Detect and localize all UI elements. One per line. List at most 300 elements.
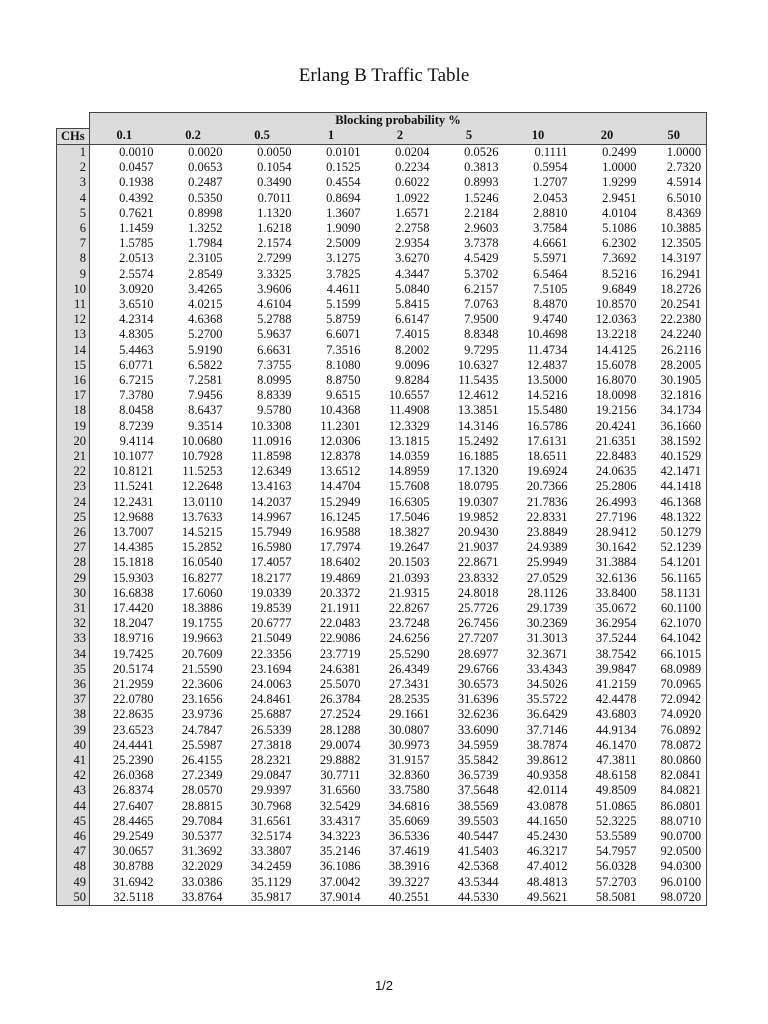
- traffic-value-cell: 24.8018: [457, 585, 499, 600]
- traffic-value-cell: 54.7957: [595, 844, 637, 859]
- traffic-value-cell: 26.4155: [181, 753, 223, 768]
- channel-count-cell: 20: [57, 434, 90, 449]
- traffic-value-cell: 3.7825: [326, 266, 361, 281]
- probability-header: 0.2: [159, 128, 228, 144]
- traffic-value-cell: 6.2302: [602, 236, 637, 251]
- traffic-value-cell: 29.1661: [388, 707, 430, 722]
- traffic-value-cell: 13.6512: [319, 464, 361, 479]
- traffic-value-cell: 19.0339: [250, 585, 292, 600]
- traffic-value-cell: 35.5842: [457, 753, 499, 768]
- traffic-value-cell: 14.5216: [526, 388, 568, 403]
- traffic-value-cell: 13.7633: [181, 509, 223, 524]
- traffic-value-cell: 36.1660: [642, 419, 707, 434]
- probability-header: 2: [366, 128, 435, 144]
- probability-header: 50: [642, 128, 707, 144]
- traffic-value-cell: 7.9456: [188, 388, 223, 403]
- traffic-value-cell: 38.7542: [595, 646, 637, 661]
- traffic-value-cell: 6.5822: [188, 357, 223, 372]
- traffic-value-cell: 23.9736: [181, 707, 223, 722]
- traffic-value-cell: 36.5336: [388, 829, 430, 844]
- traffic-value-cell: 8.8339: [257, 388, 292, 403]
- channel-count-cell: 21: [57, 449, 90, 464]
- traffic-value-cell: 43.5344: [457, 874, 499, 889]
- table-row: [57, 282, 707, 297]
- traffic-value-cell: 28.2005: [642, 358, 707, 373]
- probability-header: 10: [504, 128, 573, 144]
- traffic-value-cell: 30.0657: [112, 844, 154, 859]
- traffic-value-cell: 16.5786: [526, 418, 568, 433]
- traffic-value-cell: 24.8461: [250, 692, 292, 707]
- traffic-value-cell: 2.7320: [642, 160, 707, 175]
- traffic-value-cell: 4.3447: [395, 266, 430, 281]
- traffic-value-cell: 21.5590: [181, 661, 223, 676]
- traffic-value-cell: 58.5081: [573, 890, 642, 906]
- traffic-value-cell: 13.7007: [112, 524, 154, 539]
- traffic-value-cell: 0.0020: [188, 144, 223, 159]
- traffic-value-cell: 24.0635: [595, 464, 637, 479]
- traffic-value-cell: 14.0359: [388, 448, 430, 463]
- traffic-value-cell: 9.6515: [326, 388, 361, 403]
- channel-count-cell: 15: [57, 358, 90, 373]
- traffic-value-cell: 19.9852: [457, 509, 499, 524]
- traffic-value-cell: 20.1503: [388, 555, 430, 570]
- traffic-value-cell: 4.6104: [257, 296, 292, 311]
- table-row: [57, 692, 707, 707]
- traffic-value-cell: 0.3490: [257, 175, 292, 190]
- traffic-value-cell: 22.8635: [112, 707, 154, 722]
- traffic-value-cell: 4.2314: [119, 312, 154, 327]
- table-row: [57, 236, 707, 251]
- traffic-value-cell: 2.2184: [464, 205, 499, 220]
- traffic-value-cell: 32.8360: [388, 768, 430, 783]
- traffic-value-cell: 36.5739: [457, 768, 499, 783]
- traffic-value-cell: 66.1015: [642, 647, 707, 662]
- traffic-value-cell: 98.0720: [642, 890, 707, 906]
- traffic-value-cell: 3.7378: [464, 236, 499, 251]
- channel-count-cell: 50: [57, 890, 90, 906]
- traffic-value-cell: 31.3884: [595, 555, 637, 570]
- traffic-value-cell: 6.7215: [119, 372, 154, 387]
- traffic-value-cell: 57.2703: [595, 874, 637, 889]
- traffic-value-cell: 56.1165: [642, 571, 707, 586]
- traffic-value-cell: 10.4368: [319, 403, 361, 418]
- traffic-value-cell: 0.8694: [326, 190, 361, 205]
- traffic-value-cell: 5.5971: [533, 251, 568, 266]
- table-row: [57, 479, 707, 494]
- traffic-value-cell: 35.9817: [228, 890, 297, 906]
- traffic-value-cell: 0.2234: [395, 160, 430, 175]
- traffic-value-cell: 14.9967: [250, 509, 292, 524]
- table-row: [57, 814, 707, 829]
- traffic-value-cell: 88.0710: [642, 814, 707, 829]
- traffic-value-cell: 10.3308: [250, 418, 292, 433]
- traffic-value-cell: 34.3223: [319, 829, 361, 844]
- traffic-value-cell: 10.4698: [526, 327, 568, 342]
- traffic-value-cell: 15.6078: [595, 357, 637, 372]
- traffic-value-cell: 10.6327: [457, 357, 499, 372]
- traffic-value-cell: 33.8400: [595, 585, 637, 600]
- traffic-value-cell: 31.3692: [181, 844, 223, 859]
- traffic-value-cell: 35.1129: [251, 874, 292, 889]
- channel-count-cell: 16: [57, 373, 90, 388]
- channel-count-cell: 48: [57, 859, 90, 874]
- traffic-value-cell: 52.1239: [642, 540, 707, 555]
- traffic-value-cell: 25.5070: [319, 677, 361, 692]
- table-row: [57, 616, 707, 631]
- traffic-value-cell: 26.8374: [112, 783, 154, 798]
- traffic-value-cell: 8.7239: [119, 418, 154, 433]
- traffic-value-cell: 30.1642: [595, 540, 637, 555]
- traffic-value-cell: 24.9389: [526, 540, 568, 555]
- traffic-value-cell: 0.0010: [119, 144, 154, 159]
- traffic-value-cell: 16.2941: [642, 267, 707, 282]
- traffic-value-cell: 48.4813: [526, 874, 568, 889]
- traffic-value-cell: 31.9157: [388, 753, 430, 768]
- traffic-value-cell: 72.0942: [642, 692, 707, 707]
- traffic-value-cell: 2.5009: [326, 236, 361, 251]
- traffic-value-cell: 6.5464: [533, 266, 568, 281]
- traffic-value-cell: 37.4619: [388, 844, 430, 859]
- table-row: [57, 373, 707, 388]
- traffic-value-cell: 17.5046: [388, 509, 430, 524]
- table-row: [57, 586, 707, 601]
- traffic-value-cell: 18.0098: [595, 388, 637, 403]
- table-row: [57, 783, 707, 798]
- table-row: [57, 297, 707, 312]
- traffic-value-cell: 4.6661: [533, 236, 568, 251]
- traffic-value-cell: 13.3851: [457, 403, 499, 418]
- traffic-value-cell: 39.8612: [526, 753, 568, 768]
- traffic-value-cell: 74.0920: [642, 707, 707, 722]
- traffic-value-cell: 35.5722: [526, 692, 568, 707]
- traffic-value-cell: 9.5780: [257, 403, 292, 418]
- traffic-value-cell: 38.1592: [642, 434, 707, 449]
- channel-count-cell: 37: [57, 692, 90, 707]
- table-row: [57, 890, 707, 906]
- table-row: [57, 875, 707, 890]
- traffic-value-cell: 29.9397: [250, 783, 292, 798]
- traffic-value-cell: 40.1529: [642, 449, 707, 464]
- traffic-value-cell: 1.9090: [326, 220, 361, 235]
- table-row: [57, 571, 707, 586]
- traffic-value-cell: 27.7207: [457, 631, 499, 646]
- traffic-value-cell: 30.5377: [181, 829, 223, 844]
- traffic-value-cell: 32.3671: [526, 646, 568, 661]
- traffic-value-cell: 56.0328: [595, 859, 637, 874]
- traffic-value-cell: 7.0763: [464, 296, 499, 311]
- traffic-value-cell: 35.2146: [319, 844, 361, 859]
- traffic-value-cell: 19.1755: [181, 616, 223, 631]
- traffic-value-cell: 1.3252: [188, 220, 223, 235]
- traffic-value-cell: 22.8267: [388, 601, 430, 615]
- channel-count-cell: 17: [57, 388, 90, 403]
- traffic-value-cell: 96.0100: [642, 875, 707, 890]
- traffic-value-cell: 8.8750: [326, 372, 361, 387]
- traffic-value-cell: 10.8121: [112, 464, 154, 479]
- probability-header: 1: [297, 128, 366, 144]
- traffic-value-cell: 35.0672: [595, 601, 637, 615]
- traffic-value-cell: 15.7608: [388, 479, 430, 494]
- traffic-value-cell: 2.9603: [464, 220, 499, 235]
- traffic-value-cell: 9.7295: [464, 342, 499, 357]
- traffic-value-cell: 39.9847: [595, 661, 637, 676]
- traffic-value-cell: 48.1322: [642, 510, 707, 525]
- traffic-value-cell: 12.4612: [457, 388, 499, 403]
- traffic-value-cell: 7.3780: [119, 388, 154, 403]
- traffic-value-cell: 12.3329: [388, 418, 430, 433]
- traffic-value-cell: 17.6131: [526, 433, 568, 448]
- traffic-value-cell: 14.4704: [319, 479, 361, 494]
- traffic-value-cell: 4.8305: [119, 327, 154, 342]
- channel-count-cell: 35: [57, 662, 90, 677]
- traffic-value-cell: 11.2301: [320, 418, 361, 433]
- traffic-value-cell: 25.2390: [112, 753, 154, 768]
- traffic-value-cell: 28.2535: [388, 692, 430, 707]
- traffic-value-cell: 17.7974: [319, 540, 361, 555]
- traffic-value-cell: 24.0063: [250, 677, 292, 692]
- channel-count-cell: 25: [57, 510, 90, 525]
- channel-count-cell: 7: [57, 236, 90, 251]
- traffic-value-cell: 15.1818: [112, 555, 154, 570]
- traffic-value-cell: 0.3813: [464, 160, 499, 175]
- traffic-value-cell: 12.4837: [526, 357, 568, 372]
- traffic-value-cell: 33.4317: [319, 813, 361, 828]
- traffic-value-cell: 24.4441: [112, 737, 154, 752]
- traffic-value-cell: 12.8378: [319, 448, 361, 463]
- channel-count-cell: 23: [57, 479, 90, 494]
- traffic-value-cell: 86.0801: [642, 799, 707, 814]
- traffic-value-cell: 18.2726: [642, 282, 707, 297]
- traffic-value-cell: 0.4554: [326, 175, 361, 190]
- traffic-value-cell: 36.2954: [595, 616, 637, 631]
- channel-count-cell: 3: [57, 175, 90, 190]
- traffic-value-cell: 5.2788: [257, 312, 292, 327]
- traffic-value-cell: 1.5246: [464, 190, 499, 205]
- channel-count-cell: 26: [57, 525, 90, 540]
- traffic-value-cell: 22.8331: [526, 509, 568, 524]
- traffic-value-cell: 30.8788: [112, 859, 154, 874]
- table-row: [57, 799, 707, 814]
- traffic-value-cell: 38.3916: [388, 859, 430, 874]
- traffic-value-cell: 24.7847: [181, 722, 223, 737]
- traffic-value-cell: 26.2116: [642, 343, 707, 358]
- traffic-value-cell: 44.9134: [595, 722, 637, 737]
- traffic-value-cell: 3.3325: [257, 266, 292, 281]
- traffic-value-cell: 16.6838: [112, 585, 154, 600]
- traffic-value-cell: 1.5785: [119, 236, 154, 251]
- traffic-value-cell: 5.1599: [326, 296, 361, 311]
- traffic-value-cell: 32.2029: [181, 859, 223, 874]
- traffic-value-cell: 39.5503: [457, 813, 499, 828]
- traffic-value-cell: 2.3105: [188, 251, 223, 266]
- channel-count-cell: 8: [57, 251, 90, 266]
- traffic-value-cell: 50.1279: [642, 525, 707, 540]
- traffic-value-cell: 0.0050: [257, 144, 292, 159]
- table-row: [57, 859, 707, 874]
- traffic-value-cell: 21.6351: [595, 433, 637, 448]
- traffic-value-cell: 6.0771: [119, 357, 154, 372]
- table-row: [57, 221, 707, 236]
- traffic-value-cell: 84.0821: [642, 783, 707, 798]
- table-row: [57, 753, 707, 768]
- channel-count-cell: 13: [57, 327, 90, 342]
- traffic-value-cell: 23.6523: [112, 722, 154, 737]
- traffic-value-cell: 8.2002: [395, 342, 430, 357]
- traffic-value-cell: 0.0653: [188, 160, 223, 175]
- probability-header: 20: [573, 128, 642, 144]
- traffic-value-cell: 11.4908: [389, 403, 430, 418]
- traffic-value-cell: 27.6407: [112, 798, 154, 813]
- probability-header: 0.1: [90, 128, 159, 144]
- traffic-value-cell: 1.0922: [395, 190, 430, 205]
- traffic-value-cell: 2.1574: [257, 236, 292, 251]
- table-row: [57, 844, 707, 859]
- traffic-value-cell: 6.6147: [395, 312, 430, 327]
- channel-count-cell: 45: [57, 814, 90, 829]
- traffic-value-cell: 16.8277: [181, 570, 223, 585]
- traffic-value-cell: 20.4241: [595, 418, 637, 433]
- traffic-value-cell: 1.6571: [395, 205, 430, 220]
- traffic-value-cell: 26.5339: [250, 722, 292, 737]
- table-row: [57, 707, 707, 722]
- traffic-value-cell: 19.2647: [388, 540, 430, 555]
- table-row: [57, 601, 707, 616]
- channel-count-cell: 49: [57, 875, 90, 890]
- traffic-value-cell: 18.2177: [250, 570, 292, 585]
- traffic-value-cell: 20.6777: [250, 616, 292, 631]
- traffic-value-cell: 47.4012: [526, 859, 568, 874]
- traffic-value-cell: 26.3784: [319, 692, 361, 707]
- channel-count-cell: 28: [57, 555, 90, 570]
- traffic-value-cell: 10.7928: [181, 448, 223, 463]
- table-row: [57, 327, 707, 342]
- traffic-value-cell: 37.5648: [457, 783, 499, 798]
- traffic-value-cell: 27.2349: [181, 768, 223, 783]
- channel-count-cell: 41: [57, 753, 90, 768]
- traffic-value-cell: 28.2321: [250, 753, 292, 768]
- traffic-value-cell: 19.0307: [457, 494, 499, 509]
- traffic-value-cell: 23.8332: [457, 570, 499, 585]
- table-row: [57, 144, 707, 160]
- traffic-value-cell: 40.5447: [457, 829, 499, 844]
- traffic-value-cell: 19.4869: [319, 570, 361, 585]
- traffic-value-cell: 0.8998: [188, 205, 223, 220]
- traffic-value-cell: 46.3217: [526, 844, 568, 859]
- channel-count-cell: 22: [57, 464, 90, 479]
- channel-count-cell: 47: [57, 844, 90, 859]
- traffic-value-cell: 22.8671: [457, 555, 499, 570]
- traffic-value-cell: 32.5429: [319, 798, 361, 813]
- traffic-value-cell: 54.1201: [642, 555, 707, 570]
- traffic-value-cell: 45.2430: [526, 829, 568, 844]
- traffic-value-cell: 30.2369: [526, 616, 568, 631]
- traffic-value-cell: 22.3356: [250, 646, 292, 661]
- traffic-value-cell: 35.6069: [388, 813, 430, 828]
- blocking-header-row: [57, 113, 707, 129]
- traffic-value-cell: 46.1368: [642, 495, 707, 510]
- traffic-value-cell: 13.1815: [388, 433, 430, 448]
- traffic-value-cell: 42.0114: [527, 783, 568, 798]
- traffic-value-cell: 82.0841: [642, 768, 707, 783]
- traffic-value-cell: 25.2806: [595, 479, 637, 494]
- traffic-value-cell: 12.0363: [595, 312, 637, 327]
- traffic-value-cell: 10.0680: [181, 433, 223, 448]
- traffic-value-cell: 28.4465: [112, 813, 154, 828]
- traffic-value-cell: 44.1418: [642, 479, 707, 494]
- traffic-value-cell: 21.9315: [388, 585, 430, 600]
- traffic-value-cell: 60.1100: [642, 601, 707, 616]
- traffic-value-cell: 20.7609: [181, 646, 223, 661]
- traffic-value-cell: 1.3607: [326, 205, 361, 220]
- traffic-value-cell: 0.2487: [188, 175, 223, 190]
- table-row: [57, 449, 707, 464]
- traffic-value-cell: 14.4385: [112, 540, 154, 555]
- traffic-value-cell: 10.8570: [595, 296, 637, 311]
- traffic-value-cell: 31.6561: [250, 813, 292, 828]
- traffic-value-cell: 5.8415: [395, 296, 430, 311]
- traffic-value-cell: 0.7011: [257, 190, 292, 205]
- traffic-value-cell: 1.2707: [533, 175, 568, 190]
- traffic-value-cell: 23.7248: [388, 616, 430, 631]
- traffic-value-cell: 10.3885: [642, 221, 707, 236]
- traffic-value-cell: 6.6631: [257, 342, 292, 357]
- traffic-value-cell: 44.1650: [526, 813, 568, 828]
- traffic-value-cell: 44.5330: [435, 890, 504, 906]
- traffic-value-cell: 27.3431: [388, 677, 430, 692]
- table-row: [57, 525, 707, 540]
- traffic-value-cell: 76.0892: [642, 723, 707, 738]
- traffic-value-cell: 3.1275: [326, 251, 361, 266]
- traffic-value-cell: 25.5987: [181, 737, 223, 752]
- channel-count-cell: 44: [57, 799, 90, 814]
- traffic-value-cell: 1.0000: [642, 144, 707, 160]
- page-title: Erlang B Traffic Table: [298, 65, 470, 86]
- traffic-value-cell: 22.3606: [181, 677, 223, 692]
- traffic-value-cell: 15.5480: [526, 403, 568, 418]
- channels-header: CHs: [57, 128, 90, 144]
- channel-count-cell: 38: [57, 707, 90, 722]
- traffic-value-cell: 19.7425: [112, 646, 154, 661]
- traffic-value-cell: 94.0300: [642, 859, 707, 874]
- traffic-value-cell: 18.9716: [112, 631, 154, 646]
- traffic-value-cell: 34.6816: [388, 798, 430, 813]
- traffic-value-cell: 53.5589: [595, 829, 637, 844]
- traffic-value-cell: 2.0453: [533, 190, 568, 205]
- traffic-value-cell: 3.6270: [395, 251, 430, 266]
- traffic-value-cell: 49.5621: [504, 890, 573, 906]
- traffic-value-cell: 0.1525: [326, 160, 361, 175]
- traffic-value-cell: 26.4349: [388, 661, 430, 676]
- traffic-value-cell: 21.5049: [250, 631, 292, 646]
- traffic-value-cell: 23.1656: [181, 692, 223, 707]
- traffic-value-cell: 30.7968: [250, 798, 292, 813]
- traffic-value-cell: 18.6402: [319, 555, 361, 570]
- table-row: [57, 647, 707, 662]
- traffic-value-cell: 24.6381: [319, 661, 361, 676]
- traffic-value-cell: 12.2431: [112, 494, 154, 509]
- traffic-value-cell: 34.5959: [457, 737, 499, 752]
- traffic-value-cell: 64.1042: [642, 631, 707, 646]
- traffic-value-cell: 5.2700: [188, 327, 223, 342]
- traffic-value-cell: 22.0780: [112, 692, 154, 707]
- traffic-value-cell: 39.3227: [388, 874, 430, 889]
- traffic-value-cell: 29.7084: [181, 813, 223, 828]
- traffic-value-cell: 5.3702: [464, 266, 499, 281]
- traffic-value-cell: 13.5000: [526, 372, 568, 387]
- traffic-value-cell: 2.9354: [395, 236, 430, 251]
- traffic-value-cell: 1.6218: [257, 220, 292, 235]
- traffic-value-cell: 29.0847: [250, 768, 292, 783]
